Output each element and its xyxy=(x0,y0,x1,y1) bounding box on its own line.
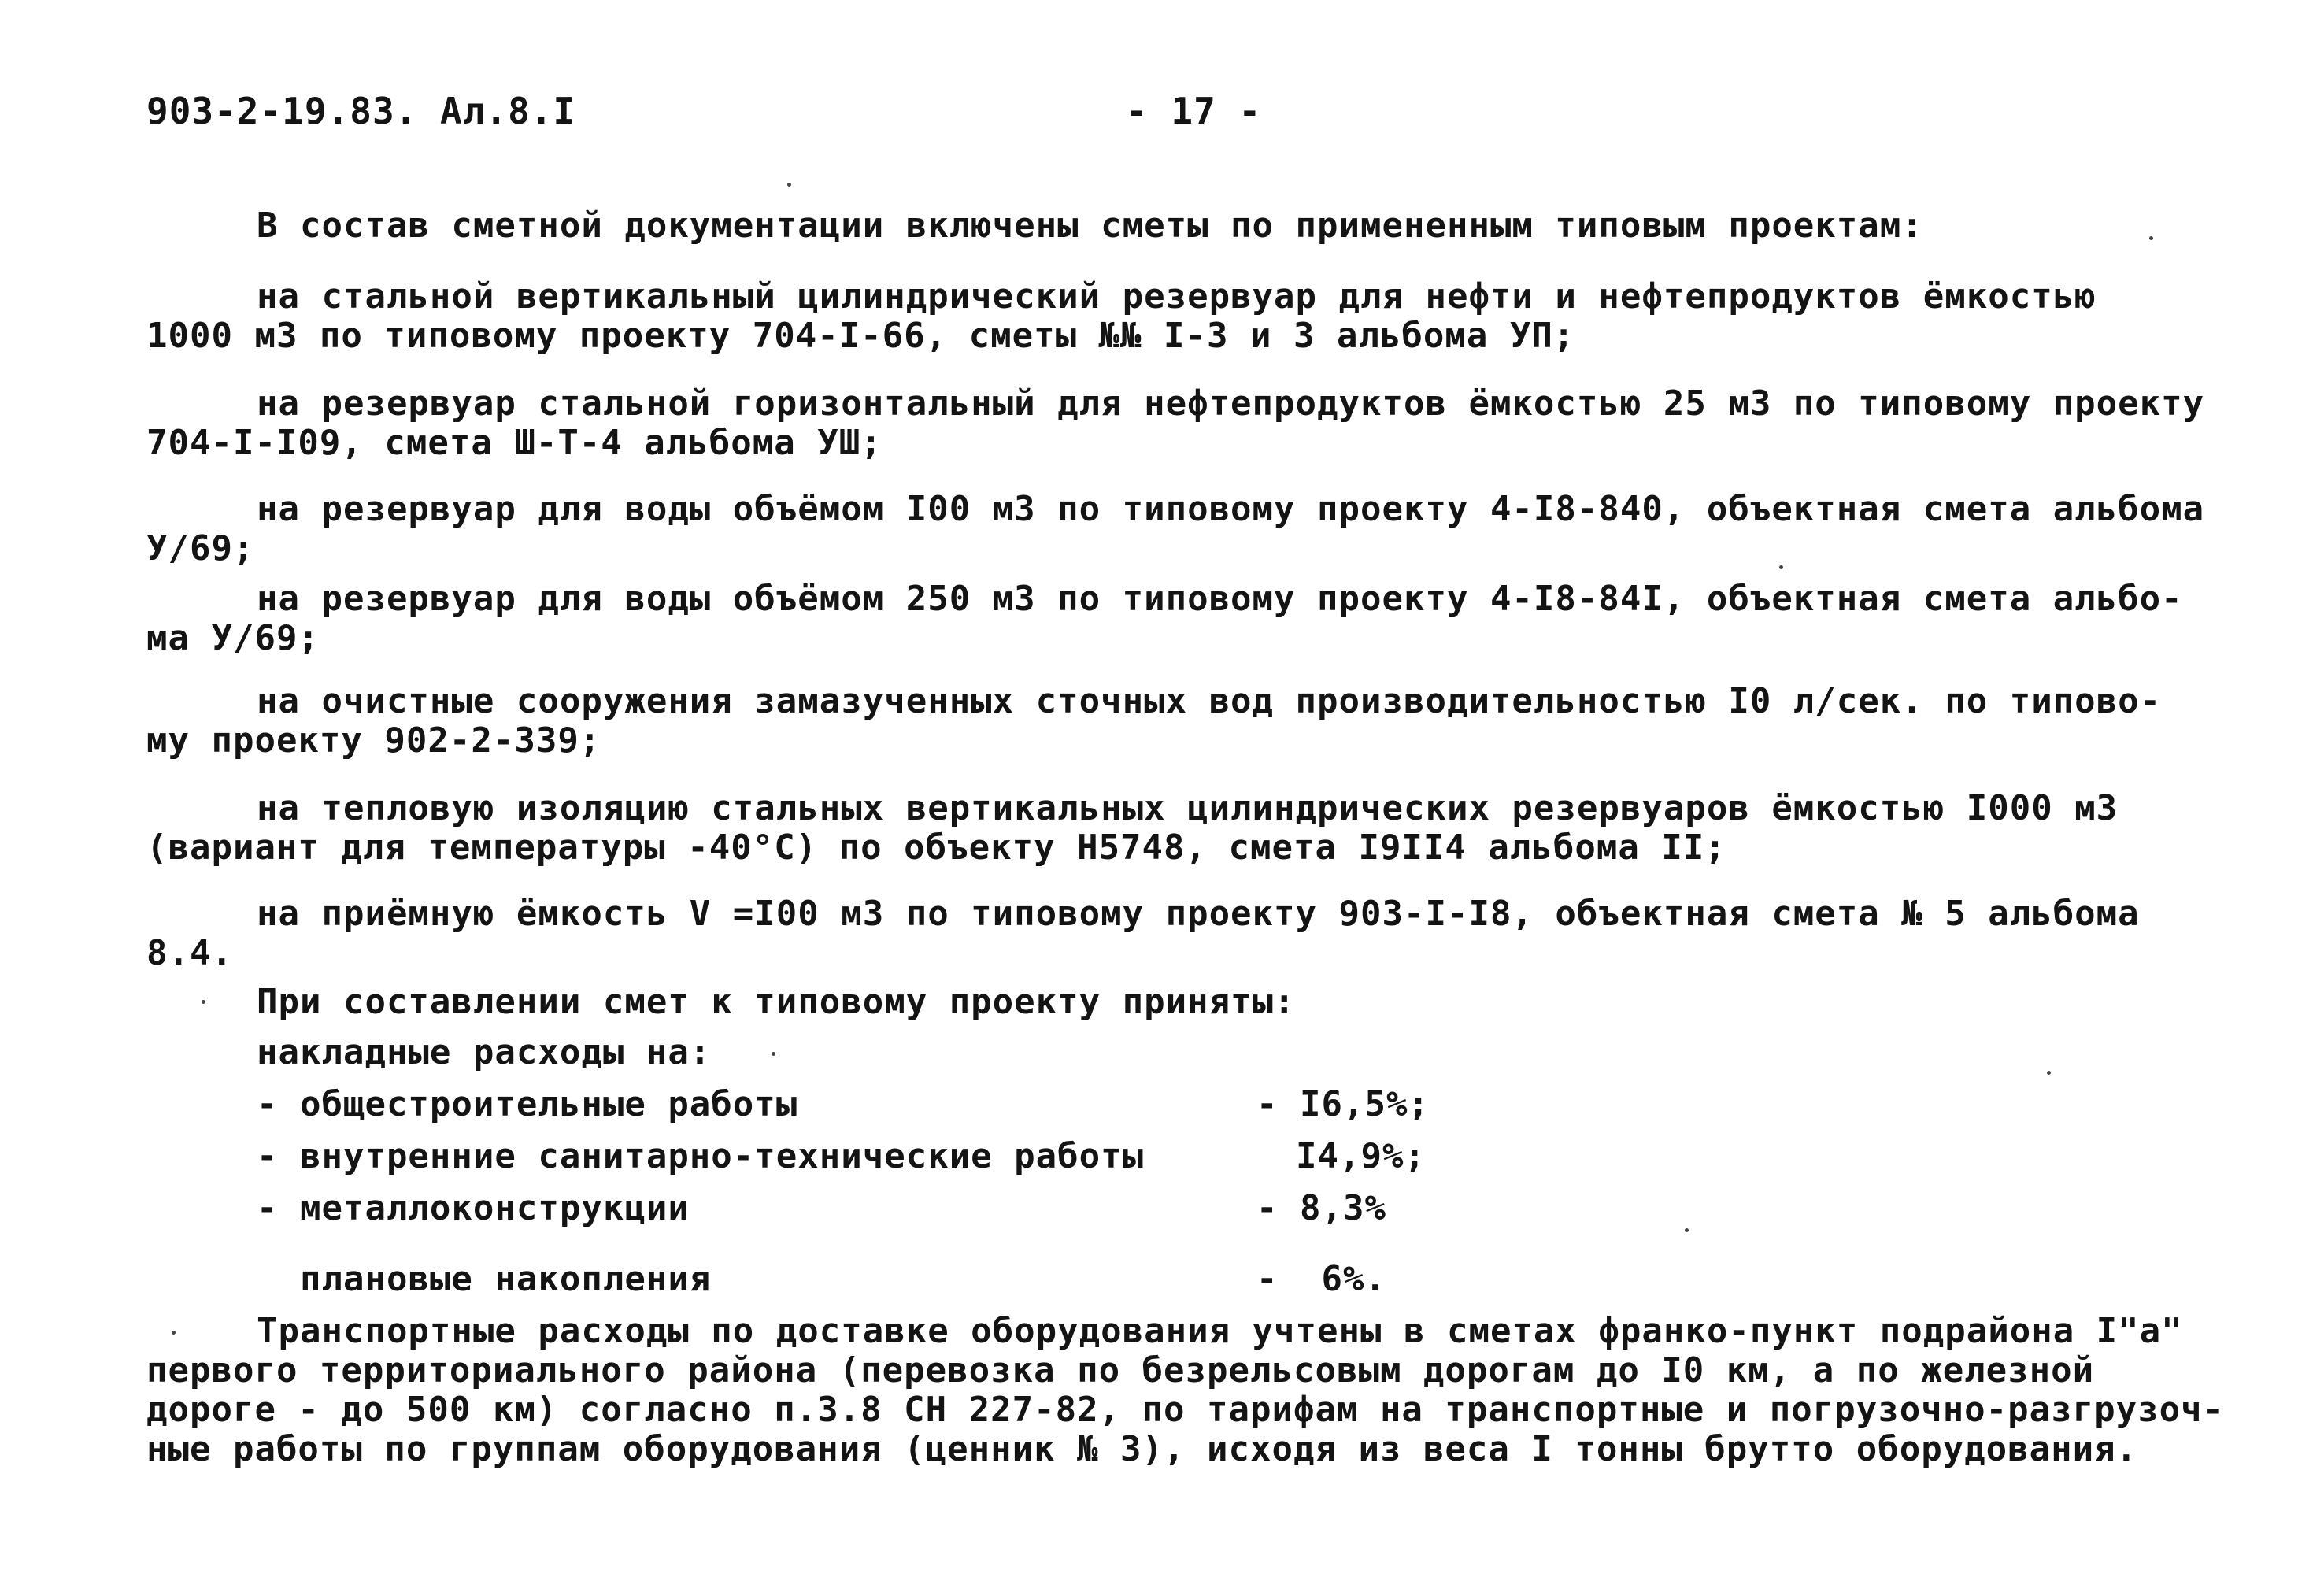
project-item-line-1: на резервуар стальной горизонтальный для нефтепродуктов ёмкостью 25 м3 по типовому проекту xyxy=(257,383,2205,424)
project-item-6 xyxy=(146,789,2193,868)
scan-speck xyxy=(1685,1228,1689,1232)
scan-speck xyxy=(1779,565,1783,569)
project-item-line-1: на очистные сооружения замазученных сточных вод производительностью I0 л/сек. по типово- xyxy=(257,681,2162,721)
rate-value: I4,9%; xyxy=(1296,1136,1426,1176)
rate-label: - общестроительные работы xyxy=(257,1084,798,1124)
rate-row-general-construction xyxy=(257,1085,1516,1124)
page-number: - 17 - xyxy=(1126,90,1262,132)
transport-line-1: Транспортные расходы по доставке оборудования учтены в сметах франко-пункт подрайона I"а" xyxy=(257,1311,2183,1351)
scan-speck xyxy=(2047,1071,2051,1075)
rate-value: - I6,5%; xyxy=(1256,1084,1430,1124)
project-item-line-2: У/69; xyxy=(146,528,255,568)
rate-row-metal-structures xyxy=(257,1189,1516,1228)
rate-label: - внутренние санитарно-технические работы xyxy=(257,1136,1145,1176)
project-item-line-1: на стальной вертикальный цилиндрический резервуар для нефти и нефтепродуктов ёмкостью xyxy=(257,276,2096,317)
transport-line-3: дороге - до 500 км) согласно п.3.8 СН 227-82, по тарифам на транспортные и погрузочно-разгрузоч- xyxy=(146,1390,2225,1430)
project-item-line-1: на приёмную ёмкость V =I00 м3 по типовому проекту 903-I-I8, объектная смета № 5 альбома xyxy=(257,894,2140,934)
document-code: 903-2-19.83. Ал.8.I xyxy=(146,90,576,132)
rate-row-sanitary-works xyxy=(257,1137,1516,1176)
project-item-line-1: на тепловую изоляцию стальных вертикальных цилиндрических резервуаров ёмкостью I000 м3 xyxy=(257,788,2119,828)
scan-speck xyxy=(772,1052,775,1056)
rate-label: плановые накопления xyxy=(257,1259,712,1299)
project-item-line-2: 1000 м3 по типовому проекту 704-I-66, сметы №№ I-3 и 3 альбома УП; xyxy=(146,316,1575,356)
project-item-5 xyxy=(146,682,2193,761)
project-item-line-2: 704-I-I09, смета Ш-Т-4 альбома УШ; xyxy=(146,423,883,463)
scan-speck xyxy=(202,1000,205,1004)
scan-speck xyxy=(172,1331,176,1335)
project-item-line-1: на резервуар для воды объёмом 250 м3 по типовому проекту 4-I8-84I, объектная смета альбо- xyxy=(257,579,2183,619)
project-item-line-1: на резервуар для воды объёмом I00 м3 по типовому проекту 4-I8-840, объектная смета альбома xyxy=(257,489,2205,529)
project-item-1 xyxy=(146,277,2193,356)
scan-speck xyxy=(787,183,791,187)
calc-intro: При составлении смет к типовому проекту приняты: xyxy=(257,982,1296,1022)
rate-row-planned-savings xyxy=(257,1260,1516,1299)
intro-paragraph xyxy=(146,206,2193,246)
rate-value: - 6%. xyxy=(1256,1259,1386,1299)
transport-paragraph xyxy=(146,1311,2225,1469)
rate-label: - металлоконструкции xyxy=(257,1188,690,1228)
project-item-4 xyxy=(146,579,2193,658)
rate-value: - 8,3% xyxy=(1256,1188,1386,1228)
overhead-label: накладные расходы на: xyxy=(257,1032,712,1072)
project-item-2 xyxy=(146,383,2205,463)
scan-speck xyxy=(2149,236,2153,240)
transport-line-2: первого территориального района (перевозка по безрельсовым дорогам до I0 км, а по железной xyxy=(146,1350,2095,1390)
project-item-line-2: 8.4. xyxy=(146,933,233,973)
project-item-3 xyxy=(146,489,2205,568)
project-item-line-2: му проекту 902-2-339; xyxy=(146,720,601,761)
project-item-7 xyxy=(146,894,2193,973)
project-item-line-2: (вариант для температуры -40°С) по объекту Н5748, смета I9II4 альбома II; xyxy=(146,828,1726,868)
project-item-line-2: ма У/69; xyxy=(146,618,320,658)
intro-text: В состав сметной документации включены сметы по примененным типовым проектам: xyxy=(257,205,1923,246)
transport-line-4: ные работы по группам оборудования (ценник № 3), исходя из веса I тонны брутто оборудования. xyxy=(146,1429,2138,1469)
